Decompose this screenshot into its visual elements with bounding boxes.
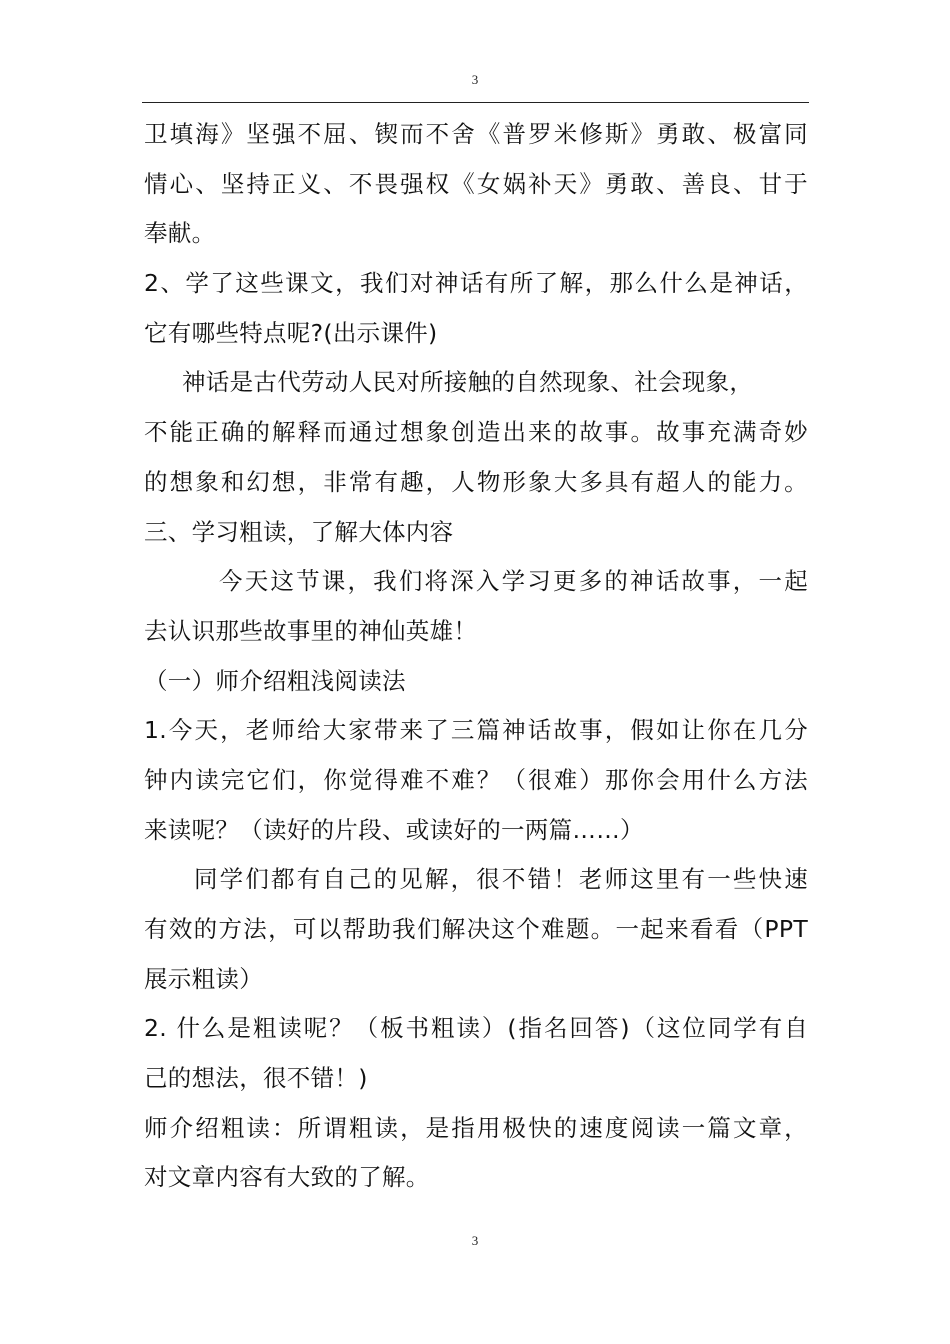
- text-line: 展示粗读）: [144, 964, 263, 993]
- text-line: 不能正确的解释而通过想象创造出来的故事。故事充满奇妙: [144, 418, 808, 447]
- footer-page-number: 3: [471, 1233, 479, 1248]
- text-line: 己的想法，很不错！): [144, 1064, 368, 1093]
- text-line: 神话是古代劳动人民对所接触的自然现象、社会现象，: [182, 368, 754, 397]
- text-line: 2. 什么是粗读呢？（板书粗读）(指名回答)（这位同学有自: [144, 1014, 808, 1043]
- text-line: 它有哪些特点呢?(出示课件): [144, 318, 438, 347]
- text-line: （一）师介绍粗浅阅读法: [144, 666, 406, 695]
- text-line: 卫填海》坚强不屈、锲而不舍《普罗米修斯》勇敢、极富同: [144, 120, 808, 148]
- text-line: 钟内读完它们，你觉得难不难？（很难）那你会用什么方法: [144, 765, 808, 794]
- text-line: 1.今天，老师给大家带来了三篇神话故事，假如让你在几分: [144, 716, 808, 745]
- header-page-number: 3: [471, 72, 479, 87]
- header-divider: [142, 102, 809, 103]
- text-line: 情心、坚持正义、不畏强权《女娲补天》勇敢、善良、甘于: [144, 169, 808, 198]
- text-line: 今天这节课，我们将深入学习更多的神话故事，一起: [219, 567, 808, 596]
- text-line: 同学们都有自己的见解，很不错！老师这里有一些快速: [194, 865, 808, 894]
- text-line: 奉献。: [144, 219, 216, 248]
- document-body: [144, 110, 808, 1203]
- text-line: 去认识那些故事里的神仙英雄！: [144, 616, 478, 645]
- text-line: 来读呢？（读好的片段、或读好的一两篇……）: [144, 815, 644, 844]
- text-line: 师介绍粗读：所谓粗读，是指用极快的速度阅读一篇文章，: [144, 1113, 808, 1142]
- text-line: 2、学了这些课文，我们对神话有所了解，那么什么是神话，: [144, 269, 808, 298]
- text-line: 三、学习粗读，了解大体内容: [144, 517, 454, 546]
- text-line: 的想象和幻想，非常有趣，人物形象大多具有超人的能力。: [144, 467, 808, 496]
- text-line: 对文章内容有大致的了解。: [144, 1163, 430, 1192]
- text-line: 有效的方法，可以帮助我们解决这个难题。一起来看看（PPT: [144, 915, 808, 943]
